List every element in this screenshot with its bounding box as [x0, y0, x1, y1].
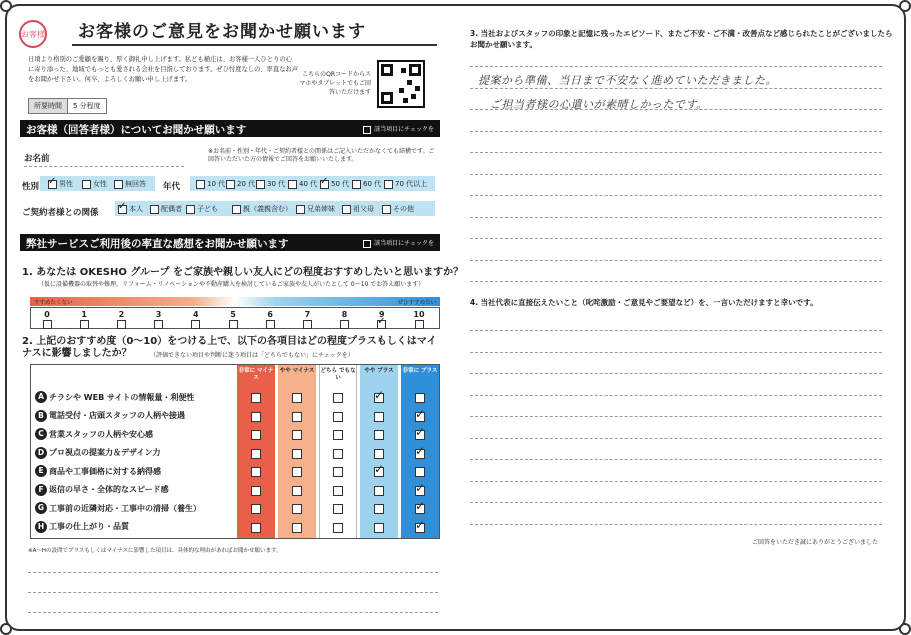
rating-checkbox[interactable] — [292, 504, 302, 514]
checkbox[interactable] — [382, 205, 391, 214]
stamp-logo: お客様 — [19, 20, 47, 48]
question-1-note: （仮に設備機器の取替や修理、リフォーム・リノベーションや不動産購入を検討しているご家族や友人がいたとして 0〜10 でお答え願います） — [38, 281, 425, 288]
rating-row-label — [35, 521, 129, 533]
option-label: 60 代 — [363, 180, 382, 188]
rating-row-label — [35, 484, 169, 496]
rating-row-label — [35, 502, 201, 514]
rating-checkbox[interactable] — [251, 523, 261, 533]
page-title: お客様のご意見をお聞かせ願います — [78, 22, 366, 42]
scale-number: 0 — [44, 310, 50, 319]
option-checkbox[interactable] — [384, 179, 427, 189]
rating-checkbox[interactable] — [374, 393, 384, 403]
rating-row-label — [35, 447, 160, 459]
scale-number: 2 — [118, 310, 125, 319]
rating-checkbox[interactable] — [415, 449, 425, 459]
checkbox[interactable] — [80, 320, 89, 329]
checkbox[interactable] — [186, 205, 195, 214]
rating-checkbox[interactable] — [415, 523, 425, 533]
rating-grid — [30, 364, 440, 539]
scale-number: 6 — [267, 310, 273, 319]
scale-option-1[interactable] — [74, 310, 94, 329]
checkbox[interactable] — [415, 320, 424, 329]
answer-line[interactable] — [470, 152, 882, 153]
rating-checkbox[interactable] — [333, 449, 343, 459]
scale-option-9[interactable] — [372, 310, 392, 329]
rating-checkbox[interactable] — [251, 430, 261, 440]
answer-line[interactable] — [28, 612, 438, 613]
checkbox[interactable] — [196, 180, 205, 189]
option-checkbox[interactable] — [196, 179, 225, 189]
letter-badge: G — [35, 502, 47, 514]
checkbox[interactable] — [117, 320, 126, 329]
checkbox[interactable] — [266, 320, 275, 329]
item-label: 工事前の近隣対応・工事中の清掃（養生） — [49, 503, 201, 513]
rating-checkbox[interactable] — [292, 430, 302, 440]
item-label: プロ視点の提案力＆デザイン力 — [49, 448, 161, 457]
checkbox[interactable] — [82, 180, 91, 189]
option-checkbox[interactable] — [186, 204, 218, 214]
rating-checkbox[interactable] — [292, 467, 302, 477]
item-label: 営業スタッフの人柄や安心感 — [49, 429, 153, 439]
answer-line[interactable] — [470, 260, 882, 261]
option-checkbox[interactable] — [288, 179, 317, 189]
option-label: その他 — [393, 205, 414, 213]
thank-you-note: ご回答をいただき誠にありがとうございました — [752, 539, 879, 546]
checkbox[interactable] — [150, 205, 159, 214]
section1-title: お客様（回答者様）についてお聞かせ願います — [26, 124, 247, 136]
option-label: 子ども — [197, 205, 218, 213]
rating-checkbox[interactable] — [251, 504, 261, 514]
option-label: 40 代 — [299, 180, 318, 188]
scale-number: 7 — [304, 310, 311, 319]
answer-line[interactable] — [470, 459, 882, 460]
question-3: 3. 当社およびスタッフの印象と記憶に残ったエピソード、またご不安・ご不満・改善点など感じられたことがございましたらお聞かせ願います。 — [470, 29, 893, 49]
privacy-note: ※お名前・性別・年代・ご契約者様との関係はご記入いただかなくても結構です。ご回答いただいた方の情報でご回答をお願いいたします。 — [208, 148, 435, 163]
rating-checkbox[interactable] — [374, 412, 384, 422]
rating-row-label — [35, 428, 153, 440]
name-field[interactable] — [24, 166, 184, 167]
scale-option-8[interactable] — [335, 310, 355, 329]
rating-checkbox[interactable] — [374, 467, 384, 477]
scale-option-2[interactable] — [111, 310, 131, 329]
option-checkbox[interactable] — [342, 204, 374, 214]
section1-bar — [20, 120, 440, 137]
scale-option-6[interactable] — [260, 310, 280, 329]
checkbox[interactable] — [43, 320, 52, 329]
answer-line[interactable] — [470, 330, 882, 331]
rating-row-label — [35, 465, 161, 477]
rating-checkbox[interactable] — [333, 504, 343, 514]
rating-checkbox[interactable] — [415, 504, 425, 514]
scale-header — [30, 297, 440, 306]
rating-checkbox[interactable] — [374, 449, 384, 459]
relation-label: ご契約者様との関係 — [22, 208, 99, 218]
option-checkbox[interactable] — [226, 179, 255, 189]
checkbox[interactable] — [229, 320, 238, 329]
rating-checkbox[interactable] — [374, 430, 384, 440]
time-value: 5 分程度 — [73, 102, 101, 110]
checkbox[interactable] — [384, 180, 393, 189]
column-header: 非常に プラス — [402, 368, 438, 374]
checkbox[interactable] — [48, 180, 57, 189]
intro-text: 日頃より格別のご愛顧を賜り、厚く御礼申し上げます。私ども桶庄は、お客様一人ひとりの心に寄り添った、地域でもっとも愛される会社を目指しております。ぜひ忖度なしの、率直なお声をお聞かせ下さい。何卒、よろしくお願い申し上げます。 — [28, 56, 299, 83]
question-1: 1. あなたは OKESHO グループ をご家族や親しい友人にどの程度おすすめしたいと思いますか？ — [22, 267, 464, 278]
letter-badge: A — [35, 391, 47, 403]
rating-checkbox[interactable] — [251, 467, 261, 477]
rating-row-label — [35, 391, 194, 403]
answer-line[interactable] — [470, 502, 882, 503]
qr-code-icon[interactable] — [377, 60, 425, 108]
answer-line[interactable] — [470, 416, 882, 417]
scale-option-10[interactable] — [409, 310, 429, 329]
answer-line[interactable] — [470, 524, 882, 525]
rating-checkbox[interactable] — [292, 523, 302, 533]
rating-checkbox[interactable] — [415, 430, 425, 440]
option-checkbox[interactable] — [118, 204, 143, 214]
rating-checkbox[interactable] — [374, 486, 384, 496]
item-label: 返信の早さ・全体的なスピード感 — [49, 485, 169, 494]
answer-line[interactable] — [470, 174, 882, 175]
scale-number: 1 — [81, 310, 87, 319]
answer-line[interactable] — [470, 217, 882, 218]
option-label: 無回答 — [125, 180, 146, 188]
handwritten-answer-1: 提案から準備、当日まで不安なく進めていただきました。 — [478, 74, 777, 87]
item-label: 工事の仕上がり・品質 — [49, 522, 129, 531]
scale-number: 4 — [193, 310, 199, 319]
checkbox[interactable] — [340, 320, 349, 329]
answer-line[interactable] — [470, 373, 882, 374]
answer-line[interactable] — [28, 572, 438, 573]
checkbox[interactable] — [118, 205, 127, 214]
checkbox[interactable] — [320, 180, 329, 189]
corner-ornament — [0, 623, 12, 635]
option-label: 本人 — [129, 205, 143, 213]
answer-line[interactable] — [470, 195, 882, 196]
time-box — [28, 98, 107, 114]
rating-checkbox[interactable] — [415, 486, 425, 496]
checkbox[interactable] — [352, 180, 361, 189]
answer-line[interactable] — [470, 66, 882, 67]
option-checkbox[interactable] — [232, 204, 292, 214]
column-header: やや マイナス — [279, 368, 315, 374]
answer-line[interactable] — [470, 438, 882, 439]
option-checkbox[interactable] — [382, 204, 414, 214]
corner-ornament — [0, 0, 12, 12]
scale-number: 8 — [341, 310, 348, 319]
option-checkbox[interactable] — [296, 204, 335, 214]
checkbox[interactable] — [191, 320, 200, 329]
checkbox[interactable] — [377, 320, 386, 329]
option-label: 20 代 — [237, 180, 256, 188]
checkbox[interactable] — [256, 180, 265, 189]
section2-title: 弊社サービスご利用後の率直な感想をお聞かせ願います — [26, 238, 289, 250]
option-label: 男性 — [59, 180, 73, 188]
rating-checkbox[interactable] — [333, 486, 343, 496]
rating-checkbox[interactable] — [415, 393, 425, 403]
rating-checkbox[interactable] — [251, 449, 261, 459]
option-checkbox[interactable] — [48, 179, 73, 189]
qr-caption: こちらのQRコードからスマホやタブレットでもご回答いただけます — [299, 71, 371, 96]
scale-number: 3 — [155, 310, 162, 319]
option-label: 配偶者 — [161, 205, 182, 213]
section2-bar — [20, 234, 440, 251]
answer-line[interactable] — [470, 131, 882, 132]
option-label: 祖父母 — [353, 205, 374, 213]
checkbox[interactable] — [303, 320, 312, 329]
option-label: 50 代 — [331, 180, 350, 188]
option-label: 親（義親含む） — [243, 205, 292, 213]
column-header: どちら でもない — [320, 368, 356, 381]
check-note: 該当項目にチェックを — [363, 238, 434, 248]
check-note: 該当項目にチェックを — [363, 124, 434, 134]
rating-checkbox[interactable] — [333, 412, 343, 422]
question-2-note: （評価できない項目や判断に迷う項目は「どちらでもない」にチェックを） — [150, 352, 354, 359]
item-label: チラシや WEB サイトの情報量・利便性 — [49, 392, 195, 402]
item-label: 電話受付・店頭スタッフの人柄や接遇 — [49, 411, 185, 420]
option-label: 女性 — [93, 180, 107, 188]
rating-checkbox[interactable] — [415, 467, 425, 477]
rating-checkbox[interactable] — [292, 449, 302, 459]
letter-badge: C — [35, 428, 47, 440]
recommend-scale — [30, 307, 440, 329]
rating-checkbox[interactable] — [292, 412, 302, 422]
scale-option-5[interactable] — [223, 310, 243, 329]
checkbox[interactable] — [114, 180, 123, 189]
rating-checkbox[interactable] — [251, 393, 261, 403]
letter-badge: B — [35, 410, 47, 422]
scale-number: 5 — [230, 310, 236, 319]
item-label: 商品や工事価格に対する納得感 — [49, 466, 161, 476]
answer-line[interactable] — [470, 395, 882, 396]
question-2: 2. 上記のおすすめ度（0〜10）をつける上で、以下の各項目はどの程度プラスもしくはマイナスに影響しましたか？ — [22, 336, 437, 359]
scale-low-label: すすめたくない — [34, 300, 73, 306]
handwritten-answer-2: ご担当者様の心遣いが素晴しかったです。 — [490, 98, 708, 111]
letter-badge: D — [35, 447, 47, 459]
rating-row-label — [35, 410, 185, 422]
scale-option-0[interactable] — [37, 310, 57, 329]
option-checkbox[interactable] — [114, 179, 146, 189]
letter-badge: E — [35, 465, 47, 477]
rating-checkbox[interactable] — [292, 393, 302, 403]
checkbox[interactable] — [296, 205, 305, 214]
checkbox[interactable] — [288, 180, 297, 189]
option-checkbox[interactable] — [82, 179, 107, 189]
age-label: 年代 — [163, 182, 181, 192]
rating-checkbox[interactable] — [374, 504, 384, 514]
rating-checkbox[interactable] — [251, 412, 261, 422]
option-label: 兄弟姉妹 — [307, 205, 335, 213]
option-label: 30 代 — [267, 180, 286, 188]
time-label: 所要時間 — [29, 99, 68, 113]
answer-line[interactable] — [470, 238, 882, 239]
rating-checkbox[interactable] — [333, 430, 343, 440]
question-4: 4. 当社代表に直接伝えたいこと（叱咤激励・ご意見やご要望など）を、一言いただけますと幸いです。 — [470, 298, 818, 307]
option-label: 70 代以上 — [395, 180, 428, 188]
answer-line[interactable] — [470, 481, 882, 482]
scale-high-label: ぜひすすめたい — [397, 300, 436, 306]
column-header: やや プラス — [364, 368, 394, 374]
rating-checkbox[interactable] — [251, 486, 261, 496]
option-label: 10 代 — [207, 180, 226, 188]
checkbox[interactable] — [232, 205, 241, 214]
rating-checkbox[interactable] — [333, 393, 343, 403]
option-checkbox[interactable] — [352, 179, 381, 189]
letter-badge: F — [35, 484, 47, 496]
rating-checkbox[interactable] — [374, 523, 384, 533]
rating-checkbox[interactable] — [415, 412, 425, 422]
letter-badge: H — [35, 521, 47, 533]
gender-label: 性別 — [22, 182, 40, 192]
checkbox[interactable] — [342, 205, 351, 214]
checkbox[interactable] — [154, 320, 163, 329]
column-header: 非常に マイナス — [238, 368, 274, 381]
footnote: ※A〜Hの設問でプラスもしくはマイナスに影響した項目は、具体的な理由があればお聞かせ願います。 — [28, 548, 282, 554]
option-checkbox[interactable] — [320, 179, 349, 189]
rating-checkbox[interactable] — [292, 486, 302, 496]
answer-line[interactable] — [28, 592, 438, 593]
name-label: お名前 — [24, 154, 50, 164]
checkbox[interactable] — [226, 180, 235, 189]
answer-line[interactable] — [470, 352, 882, 353]
scale-option-3[interactable] — [149, 310, 169, 329]
option-checkbox[interactable] — [150, 204, 182, 214]
scale-number: 9 — [379, 310, 385, 319]
corner-ornament — [899, 0, 911, 12]
scale-option-7[interactable] — [297, 310, 317, 329]
rating-checkbox[interactable] — [333, 523, 343, 533]
option-checkbox[interactable] — [256, 179, 285, 189]
scale-number: 10 — [413, 310, 425, 319]
title-underline — [72, 44, 437, 46]
scale-option-4[interactable] — [186, 310, 206, 329]
rating-checkbox[interactable] — [333, 467, 343, 477]
corner-ornament — [899, 623, 911, 635]
answer-line[interactable] — [470, 281, 882, 282]
